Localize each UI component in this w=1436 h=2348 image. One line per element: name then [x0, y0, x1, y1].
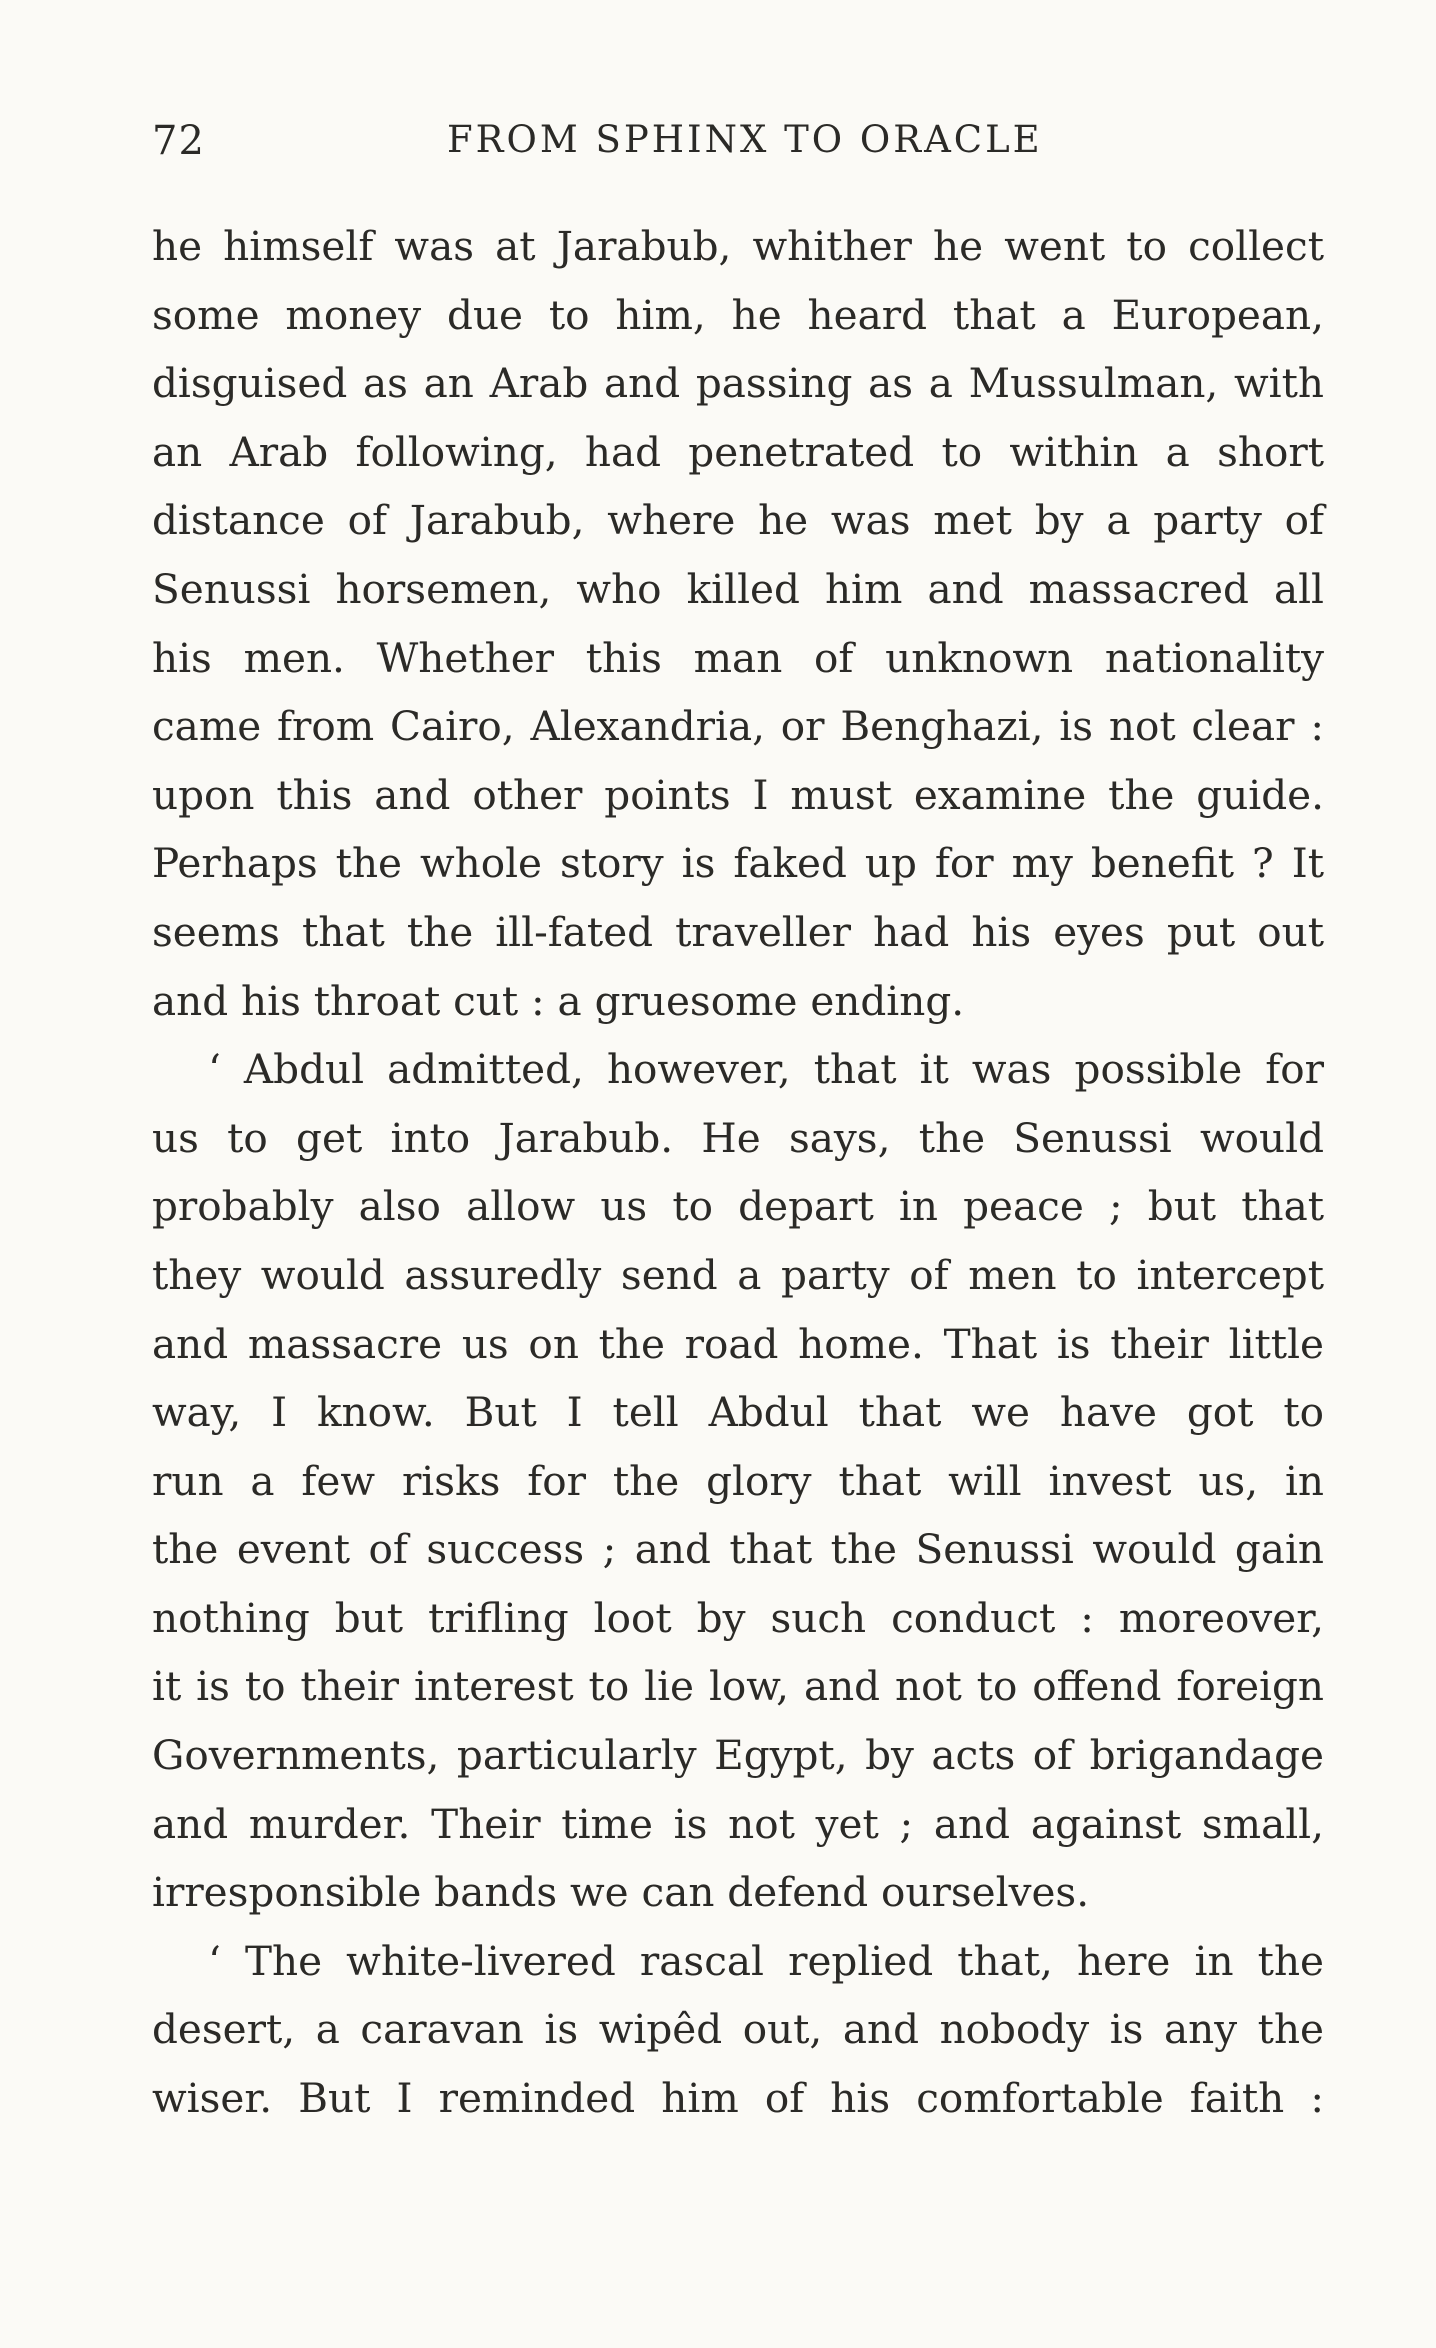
text-line: irresponsible bands we can defend ourselves. — [152, 1868, 1090, 1917]
text-line: ‘ The white-livered rascal replied that, here in the — [208, 1936, 1324, 1985]
text-line: the event of success ; and that the Senussi would gain — [152, 1525, 1324, 1574]
text-line: distance of Jarabub, where he was met by a party of — [152, 496, 1324, 545]
text-line: desert, a caravan is wipêd out, and nobody is any the — [152, 2005, 1324, 2054]
text-line: Senussi horsemen, who killed him and massacred all — [152, 564, 1324, 613]
text-line: they would assuredly send a party of men to intercept — [152, 1250, 1324, 1299]
text-line: ‘ Abdul admitted, however, that it was possible for — [208, 1045, 1324, 1094]
text-line: disguised as an Arab and passing as a Mussulman, with — [152, 359, 1324, 408]
page-number: 72 — [152, 118, 205, 164]
text-line: he himself was at Jarabub, whither he went to collect — [152, 222, 1324, 270]
page-header — [152, 118, 1332, 178]
text-line: run a few risks for the glory that will invest us, in — [152, 1456, 1324, 1505]
body-text — [152, 212, 1324, 2133]
text-line: Perhaps the whole story is faked up for my benefit ? It — [152, 839, 1324, 888]
text-line: it is to their interest to lie low, and not to offend foreign — [152, 1662, 1324, 1711]
text-line: upon this and other points I must examine the guide. — [152, 770, 1324, 819]
text-line: probably also allow us to depart in peace ; but that — [152, 1182, 1324, 1231]
text-line: wiser. But I reminded him of his comfortable faith : — [152, 2074, 1324, 2123]
text-line: some money due to him, he heard that a European, — [152, 290, 1324, 339]
text-line: us to get into Jarabub. He says, the Senussi would — [152, 1113, 1324, 1162]
text-line: his men. Whether this man of unknown nationality — [152, 633, 1324, 682]
text-line: Governments, particularly Egypt, by acts of brigandage — [152, 1731, 1324, 1780]
text-line: seems that the ill-fated traveller had his eyes put out — [152, 907, 1324, 956]
text-line: and his throat cut : a gruesome ending. — [152, 976, 965, 1025]
text-line: and massacre us on the road home. That is their little — [152, 1319, 1324, 1368]
text-line: an Arab following, had penetrated to within a short — [152, 427, 1324, 476]
running-title: FROM SPHINX TO ORACLE — [447, 118, 1043, 161]
text-line: came from Cairo, Alexandria, or Benghazi, is not clear : — [152, 702, 1324, 751]
text-line: way, I know. But I tell Abdul that we have got to — [152, 1388, 1324, 1437]
text-line: nothing but trifling loot by such conduct : moreover, — [152, 1593, 1324, 1642]
text-line: and murder. Their time is not yet ; and against small, — [152, 1799, 1324, 1848]
